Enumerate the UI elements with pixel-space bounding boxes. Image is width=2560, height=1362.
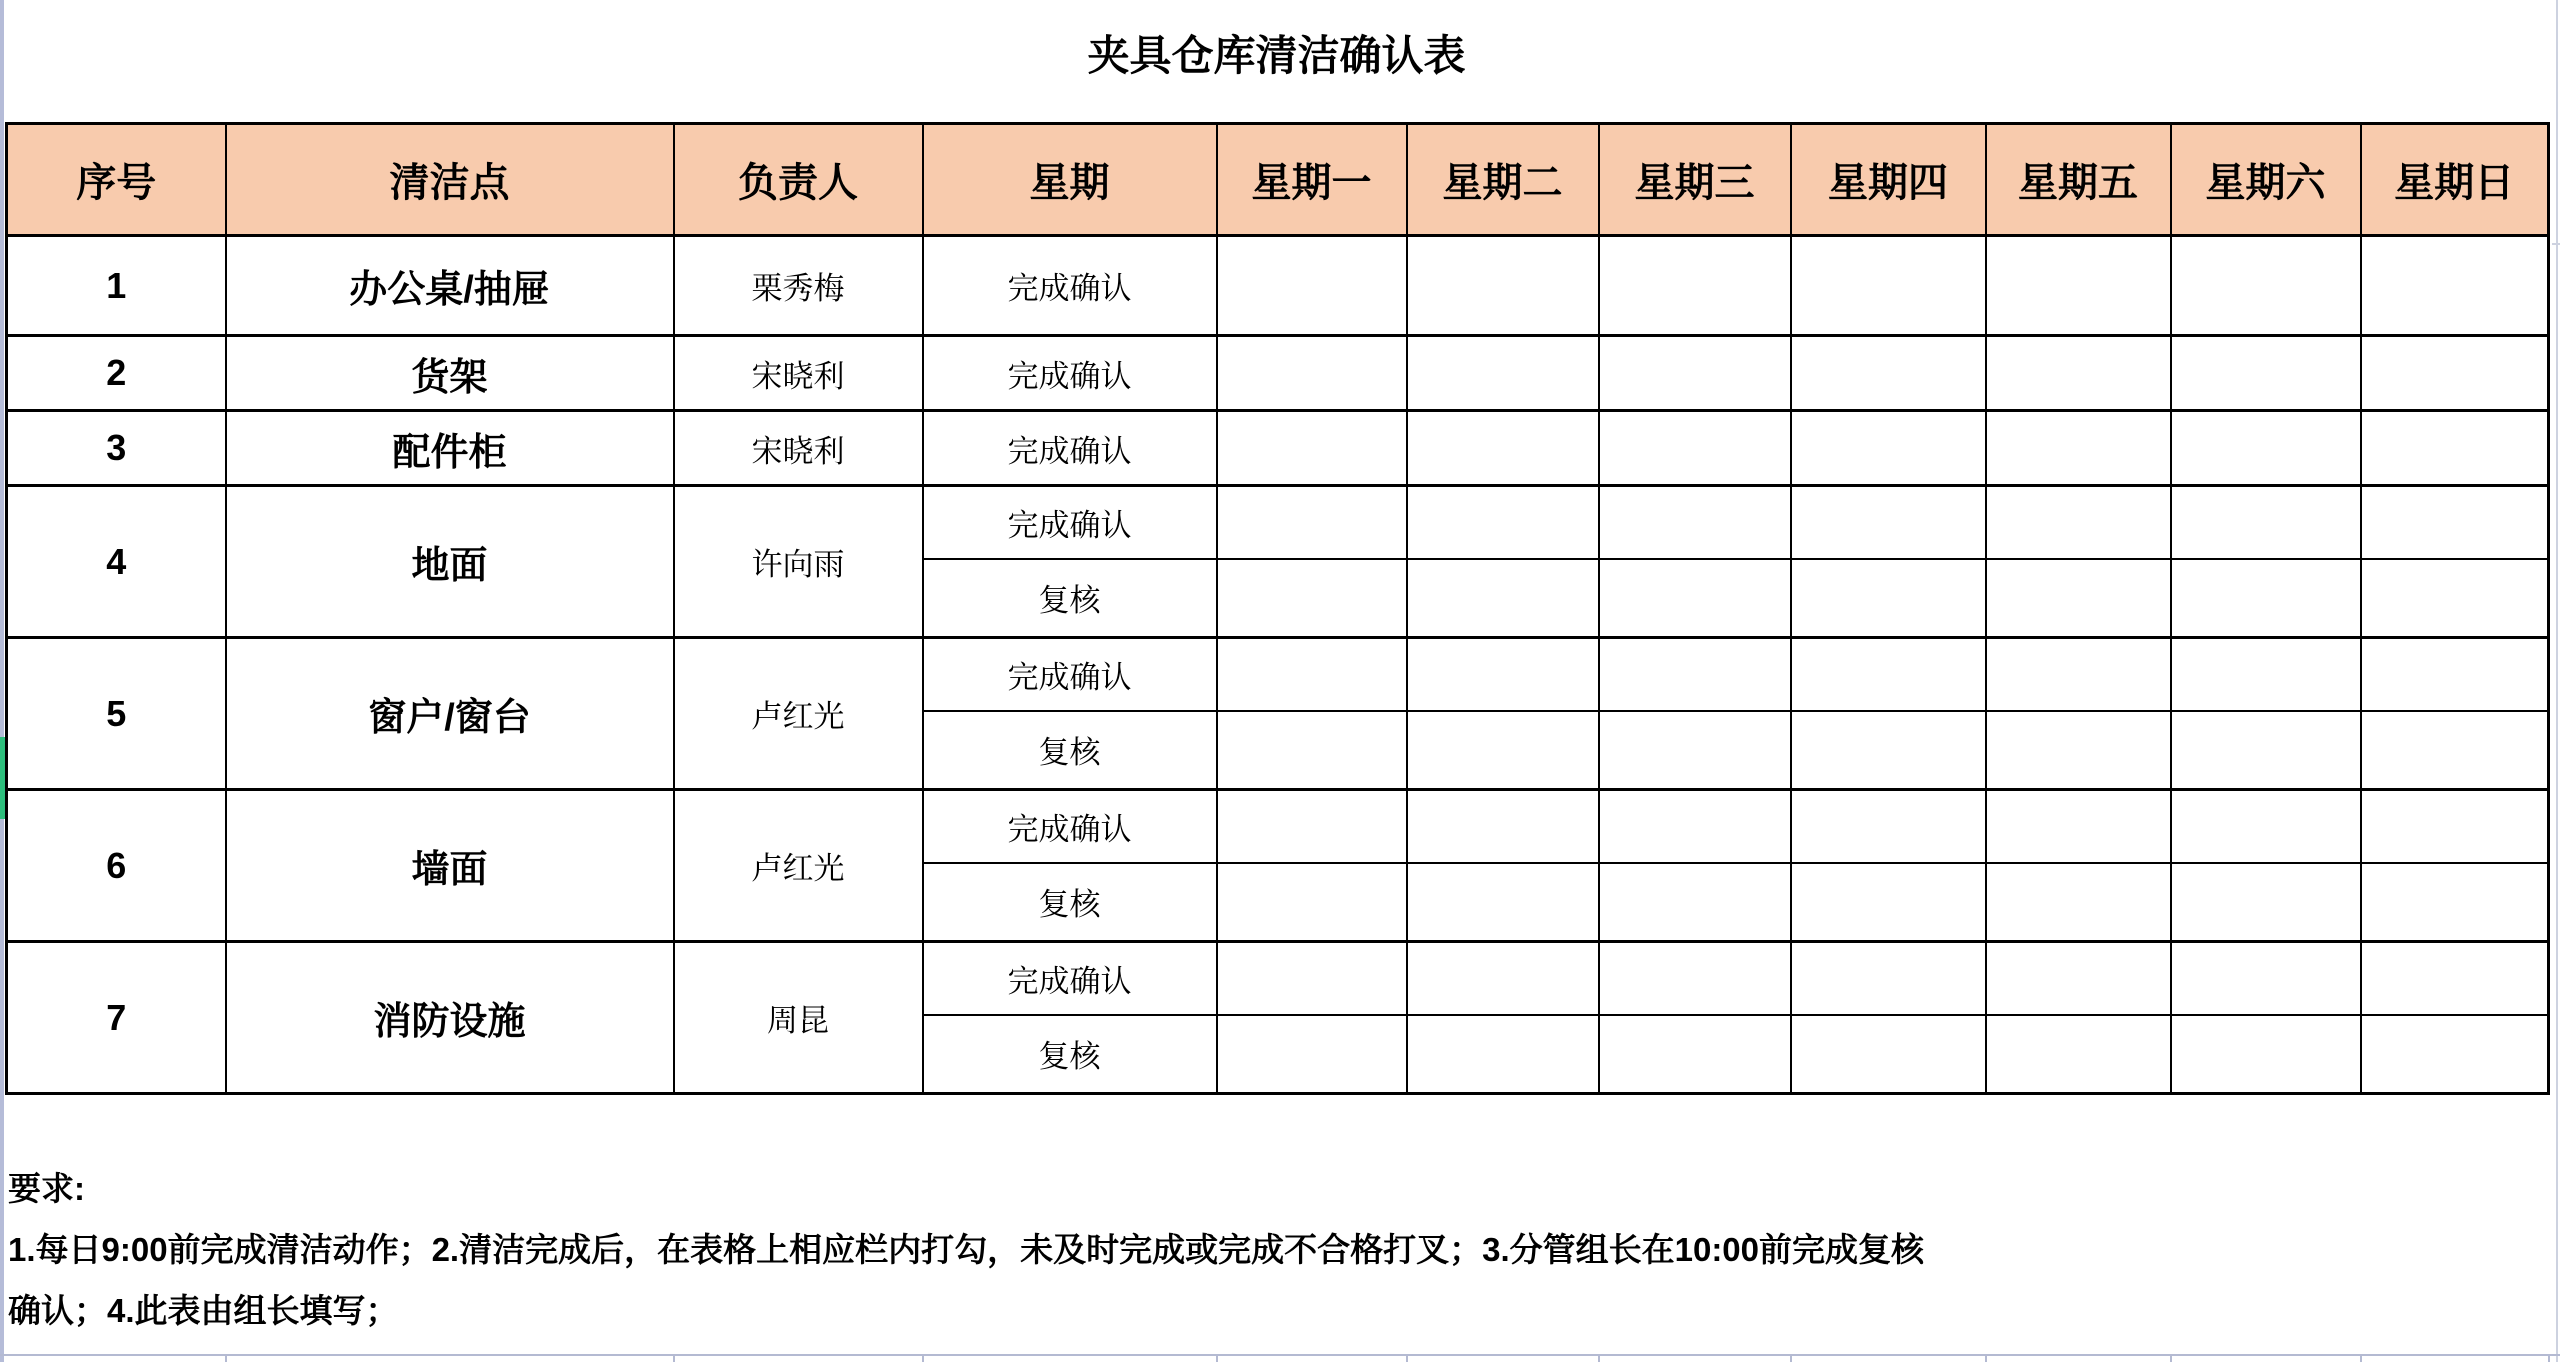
next-row-gridline-tick bbox=[225, 1354, 227, 1362]
day-cell[interactable] bbox=[1217, 411, 1407, 486]
person-cell[interactable]: 宋晓利 bbox=[674, 411, 923, 486]
requirements-line-2: 确认；4.此表由组长填写； bbox=[8, 1292, 399, 1329]
day-cell[interactable] bbox=[1791, 1015, 1986, 1094]
day-cell[interactable] bbox=[2171, 236, 2361, 336]
day-cell[interactable] bbox=[2361, 236, 2549, 336]
stage-cell[interactable]: 完成确认 bbox=[923, 236, 1217, 336]
day-cell[interactable] bbox=[1986, 336, 2171, 411]
table-row bbox=[7, 942, 2549, 1015]
day-cell[interactable] bbox=[2361, 336, 2549, 411]
day-cell[interactable] bbox=[2361, 790, 2549, 863]
sheet-left-edge-line bbox=[0, 0, 4, 1362]
stage-cell[interactable]: 复核 bbox=[923, 863, 1217, 942]
day-cell[interactable] bbox=[1791, 236, 1986, 336]
row-number-cell[interactable]: 3 bbox=[7, 411, 226, 486]
day-cell[interactable] bbox=[2171, 411, 2361, 486]
day-cell[interactable] bbox=[1217, 638, 1407, 711]
day-cell[interactable] bbox=[2171, 790, 2361, 863]
person-cell[interactable]: 栗秀梅 bbox=[674, 236, 923, 336]
day-cell[interactable] bbox=[1407, 711, 1599, 790]
header-thursday[interactable]: 星期四 bbox=[1791, 124, 1986, 236]
row-number-cell[interactable]: 5 bbox=[7, 638, 226, 790]
cleaning-point-cell[interactable]: 办公桌/抽屉 bbox=[226, 236, 674, 336]
day-cell[interactable] bbox=[1217, 236, 1407, 336]
stage-cell[interactable]: 复核 bbox=[923, 1015, 1217, 1094]
person-cell[interactable]: 卢红光 bbox=[674, 790, 923, 942]
cleaning-point-cell[interactable]: 窗户/窗台 bbox=[226, 638, 674, 790]
day-cell[interactable] bbox=[2361, 1015, 2549, 1094]
next-row-gridline-tick bbox=[922, 1354, 924, 1362]
day-cell[interactable] bbox=[1217, 711, 1407, 790]
table-row bbox=[7, 336, 2549, 411]
day-cell[interactable] bbox=[1217, 336, 1407, 411]
day-cell[interactable] bbox=[2171, 638, 2361, 711]
person-cell[interactable]: 卢红光 bbox=[674, 638, 923, 790]
table-row bbox=[7, 486, 2549, 559]
header-tuesday[interactable]: 星期二 bbox=[1407, 124, 1599, 236]
stage-cell[interactable]: 完成确认 bbox=[923, 486, 1217, 559]
stage-cell[interactable]: 复核 bbox=[923, 559, 1217, 638]
day-cell[interactable] bbox=[1217, 1015, 1407, 1094]
requirements-line-1: 1.每日9:00前完成清洁动作；2.清洁完成后，在表格上相应栏内打勾，未及时完成或完成不合格打叉；3.分管组长在10:00前完成复核 bbox=[8, 1231, 1925, 1268]
day-cell[interactable] bbox=[1986, 236, 2171, 336]
stage-cell[interactable]: 完成确认 bbox=[923, 638, 1217, 711]
header-week[interactable]: 星期 bbox=[923, 124, 1217, 236]
day-cell[interactable] bbox=[1217, 559, 1407, 638]
day-cell[interactable] bbox=[1791, 711, 1986, 790]
next-row-gridline-tick bbox=[673, 1354, 675, 1362]
header-friday[interactable]: 星期五 bbox=[1986, 124, 2171, 236]
day-cell[interactable] bbox=[1407, 863, 1599, 942]
requirements-label: 要求: bbox=[8, 1170, 85, 1207]
person-cell[interactable]: 宋晓利 bbox=[674, 336, 923, 411]
row-number-cell[interactable]: 6 bbox=[7, 790, 226, 942]
day-cell[interactable] bbox=[1599, 711, 1791, 790]
stage-cell[interactable]: 完成确认 bbox=[923, 790, 1217, 863]
day-cell[interactable] bbox=[1986, 942, 2171, 1015]
stage-cell[interactable]: 完成确认 bbox=[923, 411, 1217, 486]
day-cell[interactable] bbox=[1791, 411, 1986, 486]
day-cell[interactable] bbox=[1599, 486, 1791, 559]
day-cell[interactable] bbox=[1217, 942, 1407, 1015]
next-row-gridline-tick bbox=[1216, 1354, 1218, 1362]
day-cell[interactable] bbox=[1407, 1015, 1599, 1094]
day-cell[interactable] bbox=[1986, 559, 2171, 638]
cleaning-point-cell[interactable]: 货架 bbox=[226, 336, 674, 411]
day-cell[interactable] bbox=[2361, 863, 2549, 942]
day-cell[interactable] bbox=[1986, 638, 2171, 711]
day-cell[interactable] bbox=[2171, 486, 2361, 559]
day-cell[interactable] bbox=[1407, 336, 1599, 411]
day-cell[interactable] bbox=[1407, 559, 1599, 638]
next-row-top-border bbox=[0, 1354, 2560, 1356]
row-number-cell[interactable]: 7 bbox=[7, 942, 226, 1094]
day-cell[interactable] bbox=[1599, 790, 1791, 863]
next-row-gridline-tick bbox=[2548, 1354, 2550, 1362]
day-cell[interactable] bbox=[1791, 790, 1986, 863]
header-monday[interactable]: 星期一 bbox=[1217, 124, 1407, 236]
person-cell[interactable]: 周昆 bbox=[674, 942, 923, 1094]
day-cell[interactable] bbox=[1599, 559, 1791, 638]
day-cell[interactable] bbox=[1599, 336, 1791, 411]
header-sunday[interactable]: 星期日 bbox=[2361, 124, 2549, 236]
day-cell[interactable] bbox=[1986, 486, 2171, 559]
sheet-right-gridline bbox=[2556, 0, 2558, 1362]
day-cell[interactable] bbox=[1791, 863, 1986, 942]
day-cell[interactable] bbox=[1217, 486, 1407, 559]
day-cell[interactable] bbox=[1986, 863, 2171, 942]
day-cell[interactable] bbox=[1599, 863, 1791, 942]
day-cell[interactable] bbox=[1791, 942, 1986, 1015]
day-cell[interactable] bbox=[2361, 638, 2549, 711]
row-number-cell[interactable]: 4 bbox=[7, 486, 226, 638]
day-cell[interactable] bbox=[1599, 411, 1791, 486]
day-cell[interactable] bbox=[1407, 790, 1599, 863]
day-cell[interactable] bbox=[1217, 790, 1407, 863]
cleaning-point-cell[interactable]: 配件柜 bbox=[226, 411, 674, 486]
stage-cell[interactable]: 完成确认 bbox=[923, 942, 1217, 1015]
next-row-gridline-tick bbox=[2360, 1354, 2362, 1362]
next-row-gridline-tick bbox=[1598, 1354, 1600, 1362]
cleaning-point-cell[interactable]: 地面 bbox=[226, 486, 674, 638]
row-number-cell[interactable]: 1 bbox=[7, 236, 226, 336]
day-cell[interactable] bbox=[1986, 411, 2171, 486]
header-person[interactable]: 负责人 bbox=[674, 124, 923, 236]
header-saturday[interactable]: 星期六 bbox=[2171, 124, 2361, 236]
next-row-gridline-tick bbox=[1985, 1354, 1987, 1362]
day-cell[interactable] bbox=[2171, 1015, 2361, 1094]
cleaning-confirmation-table bbox=[5, 122, 2550, 1095]
cleaning-point-cell[interactable]: 消防设施 bbox=[226, 942, 674, 1094]
day-cell[interactable] bbox=[1407, 236, 1599, 336]
next-row-gridline-tick bbox=[1406, 1354, 1408, 1362]
header-cleaning-point[interactable]: 清洁点 bbox=[226, 124, 674, 236]
day-cell[interactable] bbox=[2361, 942, 2549, 1015]
day-cell[interactable] bbox=[2171, 559, 2361, 638]
stage-cell[interactable]: 复核 bbox=[923, 711, 1217, 790]
row-number-cell[interactable]: 2 bbox=[7, 336, 226, 411]
day-cell[interactable] bbox=[2361, 559, 2549, 638]
table-row bbox=[7, 411, 2549, 486]
day-cell[interactable] bbox=[2171, 336, 2361, 411]
day-cell[interactable] bbox=[2171, 863, 2361, 942]
day-cell[interactable] bbox=[1986, 790, 2171, 863]
day-cell[interactable] bbox=[1599, 1015, 1791, 1094]
header-row bbox=[7, 124, 2549, 236]
day-cell[interactable] bbox=[2361, 486, 2549, 559]
page-title[interactable]: 夹具仓库清洁确认表 bbox=[1087, 32, 1466, 79]
day-cell[interactable] bbox=[1986, 711, 2171, 790]
day-cell[interactable] bbox=[2171, 711, 2361, 790]
day-cell[interactable] bbox=[1599, 942, 1791, 1015]
day-cell[interactable] bbox=[1407, 638, 1599, 711]
day-cell[interactable] bbox=[1407, 411, 1599, 486]
day-cell[interactable] bbox=[2361, 711, 2549, 790]
next-row-gridline-tick bbox=[2170, 1354, 2172, 1362]
day-cell[interactable] bbox=[1791, 336, 1986, 411]
day-cell[interactable] bbox=[1217, 863, 1407, 942]
day-cell[interactable] bbox=[2171, 942, 2361, 1015]
day-cell[interactable] bbox=[1791, 486, 1986, 559]
day-cell[interactable] bbox=[1407, 942, 1599, 1015]
day-cell[interactable] bbox=[1599, 236, 1791, 336]
next-row-gridline-tick bbox=[1790, 1354, 1792, 1362]
day-cell[interactable] bbox=[1791, 638, 1986, 711]
day-cell[interactable] bbox=[1791, 559, 1986, 638]
requirements-note[interactable] bbox=[8, 1158, 2548, 1341]
day-cell[interactable] bbox=[1986, 1015, 2171, 1094]
sheet-right-gridline-segment bbox=[2552, 243, 2560, 245]
table-row bbox=[7, 638, 2549, 711]
stage-cell[interactable]: 完成确认 bbox=[923, 336, 1217, 411]
table-row bbox=[7, 790, 2549, 863]
person-cell[interactable]: 许向雨 bbox=[674, 486, 923, 638]
header-seq[interactable]: 序号 bbox=[7, 124, 226, 236]
day-cell[interactable] bbox=[1407, 486, 1599, 559]
header-wednesday[interactable]: 星期三 bbox=[1599, 124, 1791, 236]
day-cell[interactable] bbox=[2361, 411, 2549, 486]
table-row bbox=[7, 236, 2549, 336]
day-cell[interactable] bbox=[1599, 638, 1791, 711]
cleaning-point-cell[interactable]: 墙面 bbox=[226, 790, 674, 942]
